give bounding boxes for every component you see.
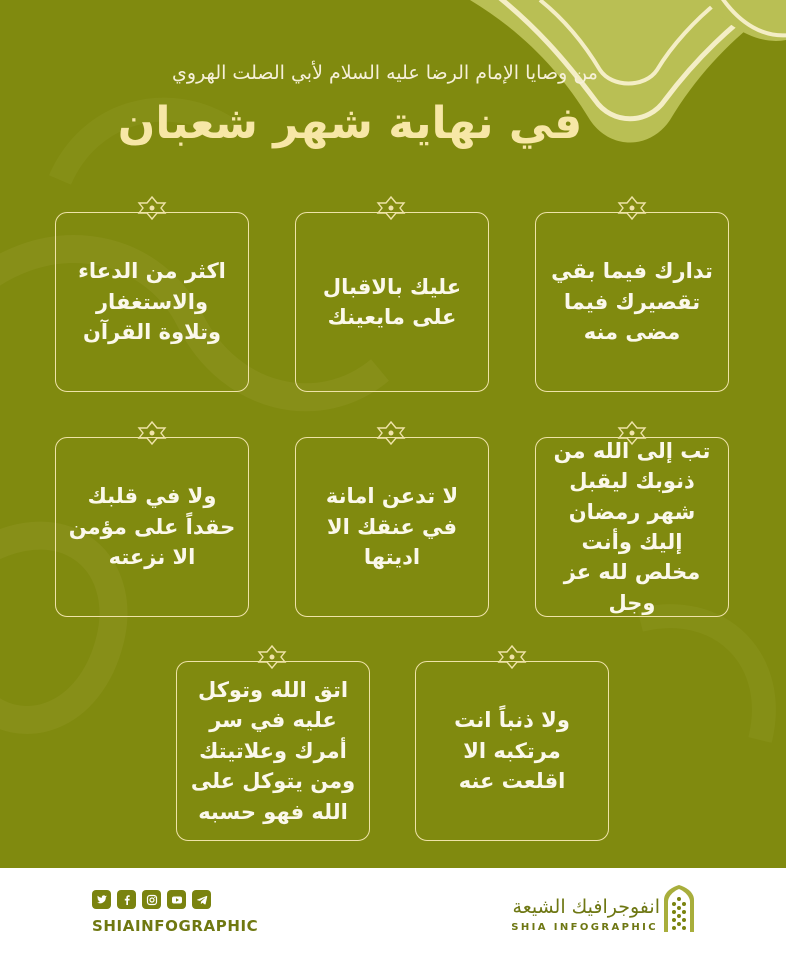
tip-card-2	[295, 212, 489, 392]
tip-card-6	[55, 437, 249, 617]
brand-name-english: SHIA INFOGRAPHIC	[511, 922, 658, 933]
tip-text: تب إلى الله من ذنوبك ليقبل شهر رمضان إليك وأنت مخلص لله عز وجل	[553, 438, 711, 615]
facebook-icon[interactable]	[117, 890, 136, 909]
tip-card-3	[55, 212, 249, 392]
page-title: في نهاية شهر شعبان	[117, 98, 583, 149]
youtube-icon[interactable]	[167, 890, 186, 909]
tip-text: عليك بالاقبال على مايعينك	[322, 274, 462, 329]
tip-text: اتق الله وتوكل عليه في سر أمرك وعلاتيتك ومن يتوكل على الله فهو حسبه	[190, 677, 356, 824]
tip-text: اكثر من الدعاء والاستغفار وتلاوة القرآن	[78, 259, 226, 345]
tip-text: ولا في قلبك حقداً على مؤمن الا نزعته	[68, 484, 236, 570]
tip-text: تدارك فيما بقي تقصيرك فيما مضى منه	[551, 259, 713, 345]
subtitle: من وصايا الإمام الرضا عليه السلام لأبي الصلت الهروي	[172, 62, 598, 84]
tip-card-8	[176, 661, 370, 841]
tip-card-1	[535, 212, 729, 392]
instagram-icon[interactable]	[142, 890, 161, 909]
twitter-icon[interactable]	[92, 890, 111, 909]
brand-name-arabic: انفوجرافيك الشيعة	[512, 896, 660, 918]
tip-card-4	[535, 437, 729, 617]
tip-card-5	[295, 437, 489, 617]
tip-text: ولا ذنباً انت مرتكبه الا اقلعت عنه	[454, 708, 570, 794]
social-icons	[92, 890, 211, 909]
mosque-window-logo-icon	[662, 884, 696, 934]
social-handle[interactable]: SHIAINFOGRAPHIC	[92, 917, 259, 935]
tip-card-7	[415, 661, 609, 841]
telegram-icon[interactable]	[192, 890, 211, 909]
tip-text: لا تدعن امانة في عنقك الا اديتها	[325, 484, 459, 570]
